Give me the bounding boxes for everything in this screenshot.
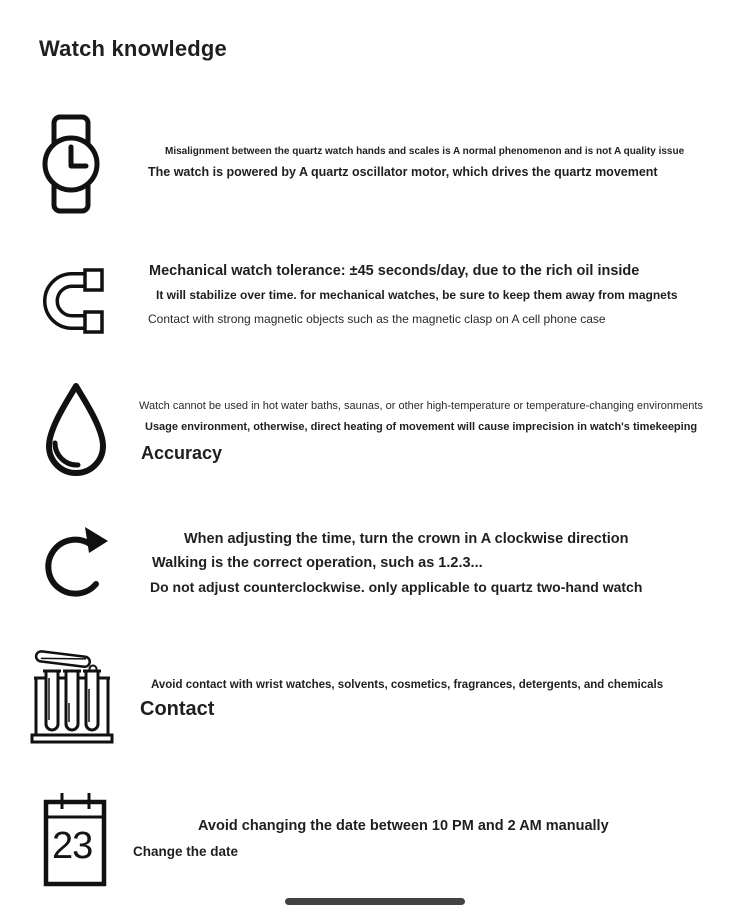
calendar-day-number: 23 xyxy=(52,825,93,867)
quartz-main-line: The watch is powered by A quartz oscillator motor, which drives the quartz movement xyxy=(148,165,658,179)
test-tubes-icon xyxy=(30,645,114,745)
contact-note-line: Avoid contact with wrist watches, solvents, cosmetics, fragrances, detergents, and chemicals xyxy=(151,679,664,691)
accuracy-heading: Accuracy xyxy=(141,443,223,463)
magnet-icon xyxy=(36,266,112,336)
crown-sub-line: Walking is the correct operation, such as 1.2.3... xyxy=(152,555,483,571)
magnet-note-line: Contact with strong magnetic objects such as the magnetic clasp on A cell phone case xyxy=(148,312,606,326)
crown-note-line: Do not adjust counterclockwise. only applicable to quartz two-hand watch xyxy=(150,579,643,595)
date-sub-line: Change the date xyxy=(133,844,239,859)
date-main-line: Avoid changing the date between 10 PM and 2 AM manually xyxy=(198,818,609,834)
magnet-sub-line: It will stabilize over time. for mechanical watches, be sure to keep them away from magnets xyxy=(156,288,678,302)
page-title: Watch knowledge xyxy=(39,36,227,61)
magnet-main-line: Mechanical watch tolerance: ±45 seconds/day, due to the rich oil inside xyxy=(149,263,640,279)
accuracy-sub-line: Usage environment, otherwise, direct heating of movement will cause imprecision in watch's timekeeping xyxy=(145,421,698,433)
home-indicator[interactable] xyxy=(285,898,465,905)
wristwatch-icon xyxy=(42,114,100,214)
water-drop-icon xyxy=(38,380,114,480)
accuracy-note-line: Watch cannot be used in hot water baths, saunas, or other high-temperature or temperature-changing environments xyxy=(139,400,703,412)
quartz-note-line: Misalignment between the quartz watch hands and scales is A normal phenomenon and is not A quality issue xyxy=(165,146,685,157)
clockwise-rotation-icon xyxy=(40,524,112,602)
crown-main-line: When adjusting the time, turn the crown in A clockwise direction xyxy=(184,531,629,547)
contact-heading: Contact xyxy=(140,698,215,720)
